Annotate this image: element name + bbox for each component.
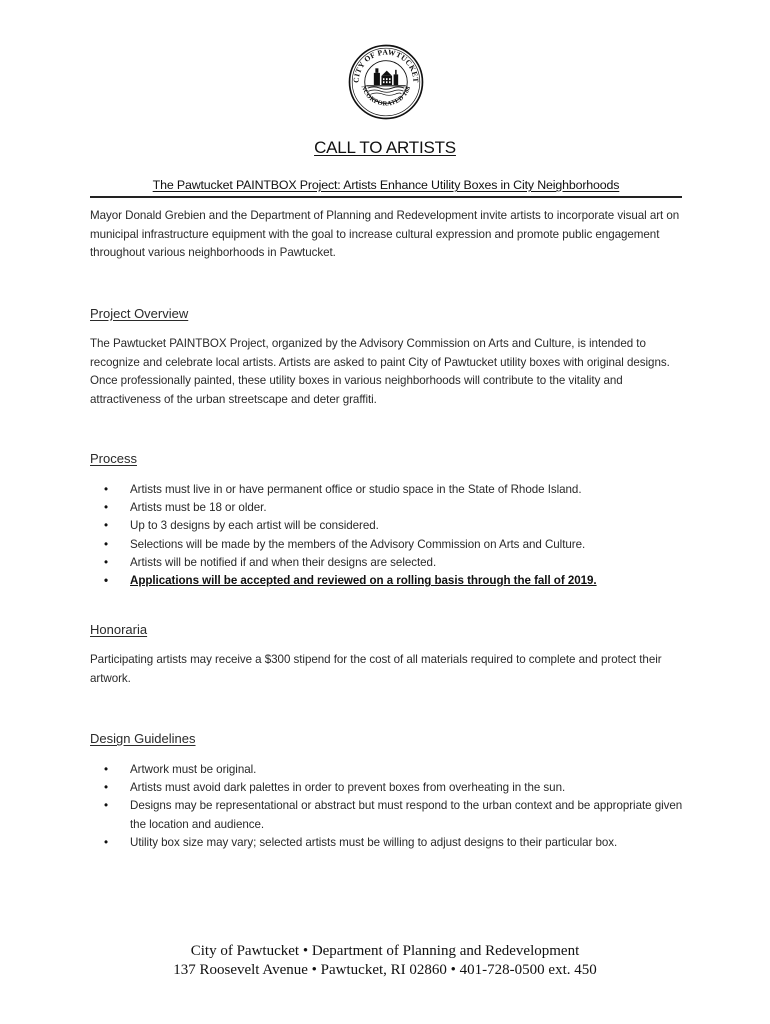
svg-text:INCORPORATED 1886: NCORPORATED 188 xyxy=(359,84,413,108)
list-item: • Up to 3 designs by each artist will be considered. xyxy=(90,517,690,535)
footer-line-department: City of Pawtucket • Department of Planning and Redevelopment xyxy=(190,943,580,959)
process-list xyxy=(90,481,690,590)
footer xyxy=(0,942,770,980)
subtitle-bar xyxy=(90,176,682,198)
intro-paragraph: Mayor Donald Grebien and the Department of Planning and Redevelopment invite artists to incorporate visual art on municipal infrastructure equipment with the goal to increase cultural expression and promote public engagement throughout various neighborhoods in Pawtucket. xyxy=(90,209,680,260)
overview-paragraph: The Pawtucket PAINTBOX Project, organized by the Advisory Commission on Arts and Culture, is intended to recognize and celebrate local artists. Artists are asked to paint City of Pawtucket utility boxes with original designs. Once professionally painted, these utility boxes in various neighborhoods will contribute to the vitality and attractiveness of the urban streetscape and deter graffiti. xyxy=(90,337,670,406)
heading-process: Process xyxy=(90,451,137,466)
list-item: • Artists must avoid dark palettes in order to prevent boxes from overheating in the sun. xyxy=(90,779,690,797)
list-item: • Artists must live in or have permanent office or studio space in the State of Rhode Island. xyxy=(90,481,690,499)
list-item: • Artists must be 18 or older. xyxy=(90,499,690,517)
heading-honoraria: Honoraria xyxy=(90,622,148,637)
footer-line-address: 137 Roosevelt Avenue • Pawtucket, RI 02860 • 401-728-0500 ext. 450 xyxy=(173,962,597,978)
list-item: • Artists will be notified if and when their designs are selected. xyxy=(90,554,690,572)
city-seal-logo xyxy=(348,44,424,120)
svg-text:CITY OF PAWTUCKET: CITY OF PAWTUCKET xyxy=(351,47,421,84)
list-item: • Designs may be representational or abstract but must respond to the urban context and be appropriate given the location and audience. xyxy=(90,797,690,833)
heading-project-overview: Project Overview xyxy=(90,306,189,321)
heading-design-guidelines: Design Guidelines xyxy=(90,731,196,746)
page-subtitle: The Pawtucket PAINTBOX Project: Artists Enhance Utility Boxes in City Neighborhoods xyxy=(152,178,620,192)
list-item: • Selections will be made by the members of the Advisory Commission on Arts and Culture. xyxy=(90,536,690,554)
guidelines-list xyxy=(90,761,690,852)
list-item-deadline: • Applications will be accepted and reviewed on a rolling basis through the fall of 2019. xyxy=(90,572,690,590)
page-title: CALL TO ARTISTS xyxy=(314,138,456,157)
honoraria-paragraph: Participating artists may receive a $300 stipend for the cost of all materials required to complete and protect their artwork. xyxy=(90,653,662,685)
list-item: • Utility box size may vary; selected artists must be willing to adjust designs to their particular box. xyxy=(90,834,690,852)
list-item: • Artwork must be original. xyxy=(90,761,690,779)
